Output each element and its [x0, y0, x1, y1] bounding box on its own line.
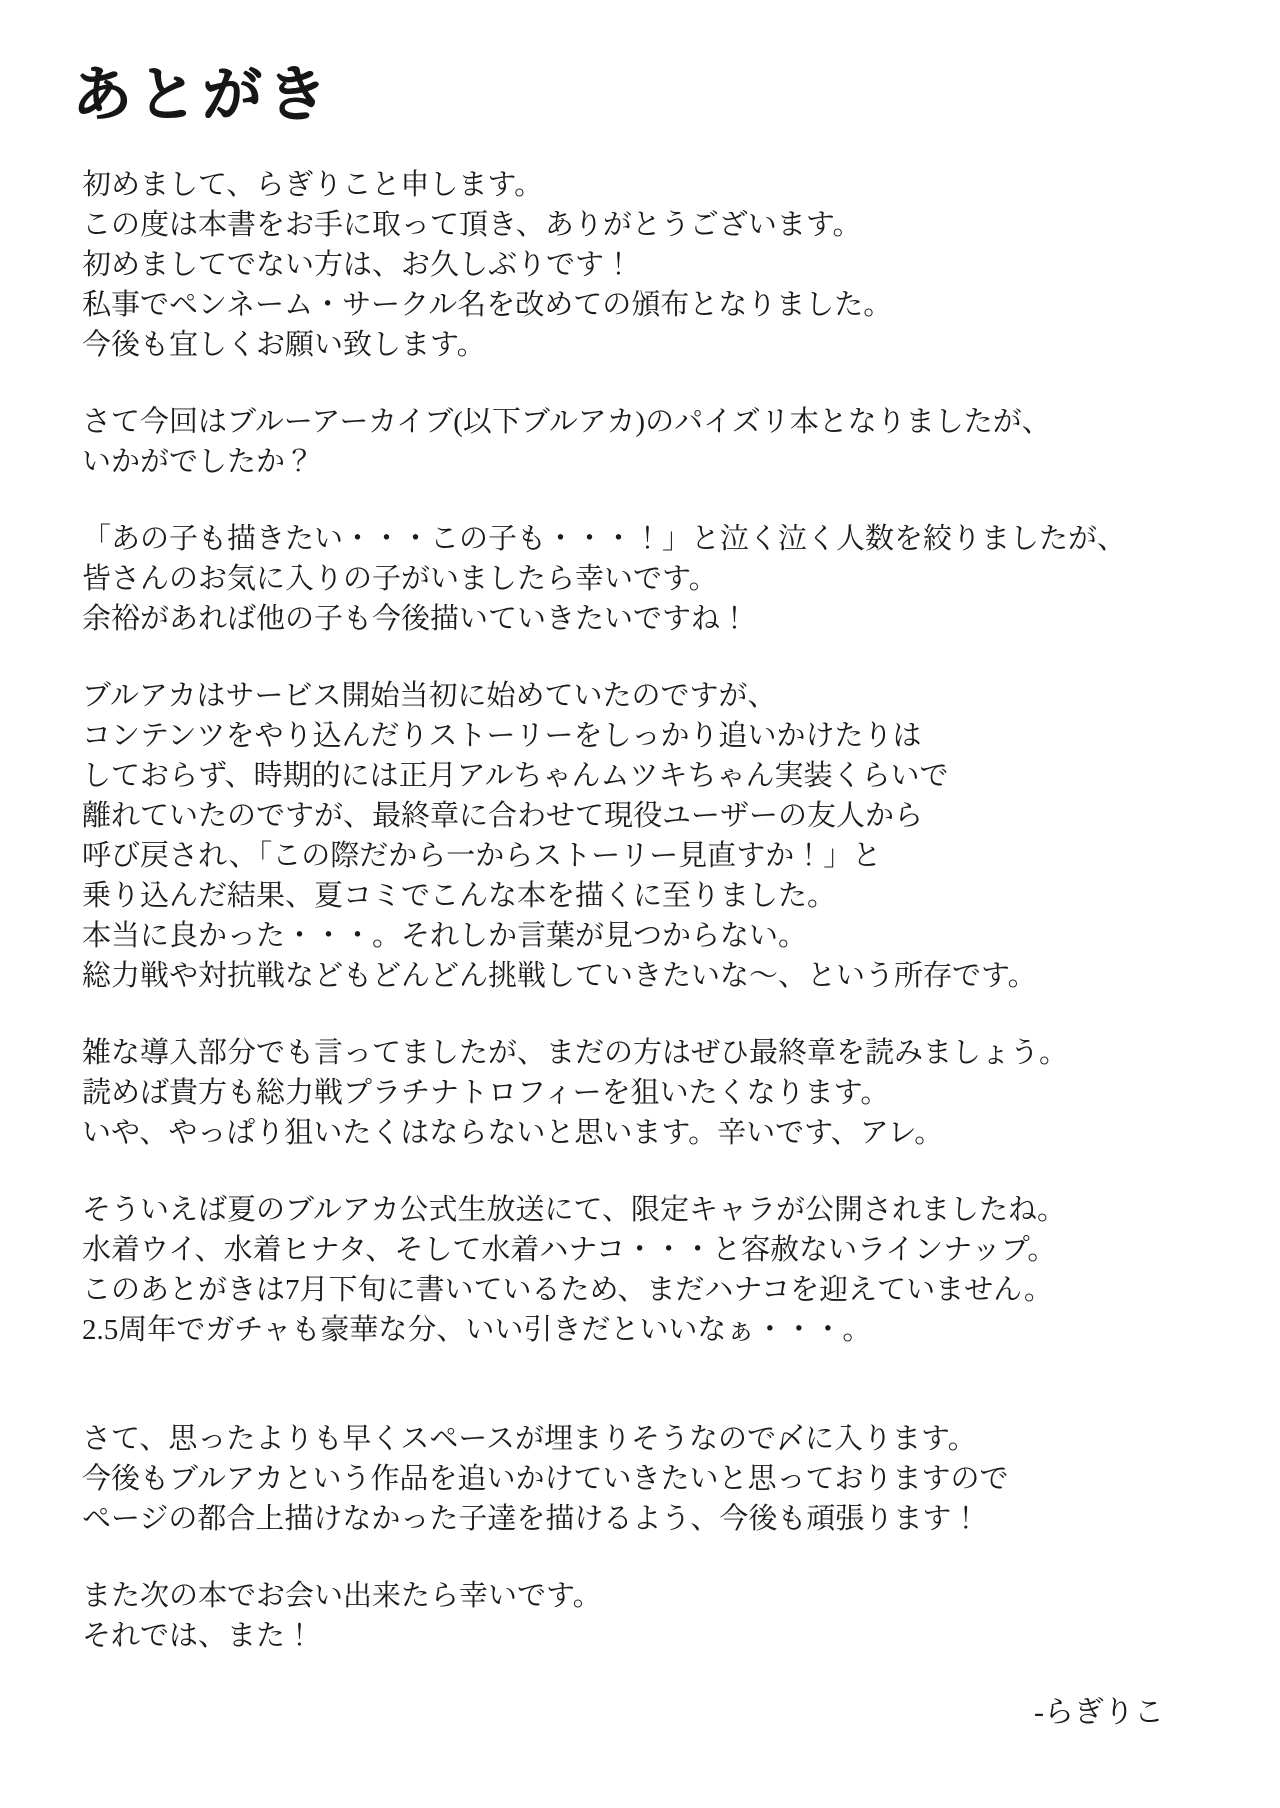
text-line: 今後も宜しくお願い致します。 [82, 329, 486, 361]
paragraph-final-chapter [82, 1033, 1224, 1153]
paragraph-farewell [82, 1576, 1224, 1656]
text-line: 今後もブルアカという作品を追いかけていきたいと思っておりますので [82, 1463, 1009, 1495]
text-line: 雑な導入部分でも言ってましたが、まだの方はぜひ最終章を読みましょう。 [82, 1037, 1069, 1069]
text-line: コンテンツをやり込んだりストーリーをしっかり追いかけたりは [82, 720, 922, 752]
text-line: さて今回はブルーアーカイブ(以下ブルアカ)のパイズリ本となりましたが、 [82, 406, 1051, 438]
paragraph-summer-broadcast [82, 1190, 1224, 1350]
text-line: しておらず、時期的には正月アルちゃんムツキちゃん実装くらいで [82, 760, 949, 792]
text-line: 皆さんのお気に入りの子がいましたら幸いです。 [82, 563, 718, 595]
paragraph-greeting [82, 165, 1224, 365]
text-line: 呼び戻され、「この際だから一からストーリー見直すか！」と [82, 840, 882, 872]
text-line: いや、やっぱり狙いたくはならないと思います。辛いです、アレ。 [82, 1117, 944, 1149]
text-line: この度は本書をお手に取って頂き、ありがとうございます。 [82, 209, 862, 241]
text-line: 初めましてでない方は、お久しぶりです！ [82, 249, 634, 281]
text-line: それでは、また！ [82, 1620, 315, 1652]
text-line: 乗り込んだ結果、夏コミでこんな本を描くに至りました。 [82, 880, 837, 912]
text-line: 2.5周年でガチャも豪華な分、いい引きだといいなぁ・・・。 [82, 1314, 872, 1346]
text-line: さて、思ったよりも早くスペースが埋まりそうなので〆に入ります。 [82, 1423, 977, 1455]
text-line: 総力戦や対抗戦などもどんどん挑戦していきたいな〜、という所存です。 [82, 960, 1037, 992]
text-line: いかがでしたか？ [82, 446, 315, 478]
paragraph-game-history [82, 676, 1224, 996]
page-title: あとがき [72, 60, 332, 130]
paragraph-closing [82, 1387, 1224, 1539]
text-line: 初めまして、らぎりこと申します。 [82, 169, 544, 201]
text-line: また次の本でお会い出来たら幸いです。 [82, 1580, 602, 1612]
text-line: 本当に良かった・・・。それしか言葉が見つからない。 [82, 920, 808, 952]
text-line: ページの都合上描けなかった子達を描けるよう、今後も頑張ります！ [82, 1503, 981, 1535]
text-line: 余裕があれば他の子も今後描いていきたいですね！ [82, 603, 750, 635]
text-line: 離れていたのですが、最終章に合わせて現役ユーザーの友人から [82, 800, 924, 832]
author-signature: -らぎりこ [1034, 1696, 1164, 1729]
text-line: ブルアカはサービス開始当初に始めていたのですが、 [82, 680, 777, 712]
text-line: 「あの子も描きたい・・・この子も・・・！」と泣く泣く人数を絞りましたが、 [82, 523, 1127, 555]
text-line: 読めば貴方も総力戦プラチナトロフィーを狙いたくなります。 [82, 1077, 890, 1109]
paragraph-characters [82, 519, 1224, 639]
text-line: そういえば夏のブルアカ公式生放送にて、限定キャラが公開されましたね。 [82, 1194, 1066, 1226]
text-line: 私事でペンネーム・サークル名を改めての頒布となりました。 [82, 289, 893, 321]
paragraph-book-intro [82, 402, 1224, 482]
text-line: 水着ウイ、水着ヒナタ、そして水着ハナコ・・・と容赦ないラインナップ。 [82, 1234, 1057, 1266]
text-line: このあとがきは7月下旬に書いているため、まだハナコを迎えていません。 [82, 1274, 1053, 1306]
